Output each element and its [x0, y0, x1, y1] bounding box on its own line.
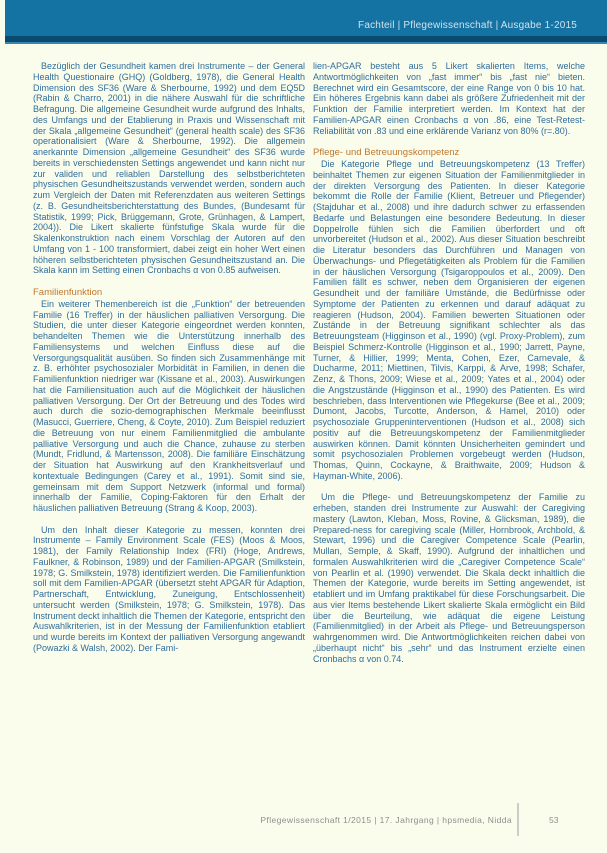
section-heading-familienfunktion: Familienfunktion [33, 286, 103, 298]
article-body [33, 61, 585, 664]
paragraph-familienfunktion: Ein weiterer Themenbereich ist die „Funktion“ der betreuenden Familie (16 Treffer) in der häuslichen palliativen Versorgung. Die Studien, die unter dieser Kategorie eingeordnet werden konnten, behandelten Themen wie die Unterstützung innerhalb des Familiensystems und welchen Einfluss diese auf die Versorgungsqualität ausüben. So finden sich Zusammenhänge mit z. B. erhöhter psychosozialer Morbidität in Familien, in denen die Familienfunktion niedriger war (Kissane et al., 2003). Auswirkungen hat die Familiensituation auch auf die Möglichkeit der häuslichen palliativen Versorgung. Der Ort der Betreuung und des Todes wird auch durch die sozio-demographischen Merkmale beeinflusst (Masucci, Guerriere, Cheng, & Coyte, 2010). Zum Beispiel reduziert die Betreuung von nur einem Familienmitglied die ambulante palliative Versorgung und auch die Chance, zuhause zu sterben (Mundt, Fridlund, & Martensson, 2008). Die familiäre Einschätzung der Situation hat Auswirkung auf den Krankheitsverlauf und kontextuale Bedingungen (Carey et al., 1991). Somit sind sie, gemeinsam mit dem Support Netzwerk (informal und formal) innerhalb der Familie, Coping-Faktoren für den Erhalt der häuslichen palliativen Betreuung (Strang & Koop, 2003). [33, 298, 305, 513]
left-column [33, 61, 305, 664]
page-footer [0, 801, 607, 841]
page-header [5, 0, 607, 36]
right-column [313, 61, 585, 664]
paragraph-familien-apgar: lien-APGAR besteht aus 5 Likert skalierten Items, welche Antwortmöglichkeiten von „fast immer“ bis „fast nie“ bieten. Berechnet wird ein Gesamtscore, der eine Range von 0 bis 10 hat. Ein höheres Ergebnis kann dabei als größere Zufriedenheit mit der Funktion der Familie interpretiert werden. Im Kontext hat der Familien-APGAR einen Cronbachs α von .86, eine Test-Retest-Reliabilität von .83 und eine erklärende Varianz von 80% (r=.80). [313, 61, 585, 136]
paragraph-instrumente-betreuungskompetenz: Um die Pflege- und Betreuungskompetenz der Familie zu erheben, standen drei Instrumente zur Auswahl: der Caregiving mastery (Lawton, Kleban, Moss, Rovine, & Glicksman, 1989), die Prepared-ness for caregiving scale (Miller, Hornbrook, Archbold, & Stewart, 1996) und die Caregiver Competence Scale (Pearlin, Mullan, Semple, & Skaff, 1990). Aufgrund der inhaltlichen und formalen Auswahlkriterien wird die „Caregiver Competence Scale“ von Pearlin et al. (1990) verwendet. Die Skala deckt inhaltlich die Themen der Kategorie, wurde bereits im Setting angewendet, ist etabliert und im Umfang praktikabel für diese Forschungsarbeit. Die aus vier Items bestehende Likert skalierte Skala ermöglicht ein Bild über die Beurteilung, wie adäquat die eigene Leistung (Familienmitglied) in der Arbeit als Pflege- und Betreuungsperson wahrgenommen wird. Die Antwortmöglichkeiten reichen dabei von „überhaupt nicht“ bis „sehr“ und das Instrument erzielte einen Cronbachs α von 0.74. [313, 492, 585, 664]
paragraph-instrumente-familienfunktion: Um den Inhalt dieser Kategorie zu messen, konnten drei Instrumente – Family Environment Scale (FES) (Moos & Moos, 1981), der Family Relationship Index (FRI) (Hoge, Andrews, Faulkner, & Robinson, 1989) und der Familien-APGAR (Smilkstein, 1978; G. Smilkstein, 1978) identifiziert werden. Die Familienfunktion soll mit dem Familien-APGAR (übersetzt steht APGAR für Adaption, Partnerschaft, Entwicklung, Zuneigung, Entschlossenheit) untersucht werden (Smilkstein, 1978; G. Smilkstein, 1978). Das Instrument deckt inhaltlich die Themen der Kategorie, entspricht den Auswahlkriterien, ist in der Messung der Familienfunktion etabliert und wurde bereits im Kontext der palliativen Versorgung angewandt (Powazki & Walsh, 2002). Der Fami- [33, 524, 305, 653]
page-number: 53 [549, 815, 559, 825]
footer-divider-line [517, 803, 519, 836]
footer-journal-info: Pflegewissenschaft 1/2015 | 17. Jahrgang | hpsmedia, Nidda [260, 815, 512, 825]
section-heading-betreuungskompetenz: Pflege- und Betreuungskompetenz [313, 147, 460, 158]
header-running-title: Fachteil | Pflegewissenschaft | Ausgabe 1-2015 [358, 20, 577, 31]
header-accent-line [5, 42, 607, 44]
paragraph-betreuungskompetenz: Die Kategorie Pflege und Betreuungskompetenz (13 Treffer) beinhaltet Themen zur eigenen Situation der Familienmitglieder in der direkten Versorgung des Patienten. In dieser Kategorie bekommt die Rolle der Familie (Klient, Betreuer und Pflegender) (Stajduhar et al., 2008) und ihre dadurch schwer zu erfassenden Bedarfe und Belastungen eine besondere Bedeutung. In dieser Doppelrolle fühlen sich die Familien überfordert und oft unvorbereitet (Hudson et al., 2002). Aus dieser Situation beschreibt die Literatur besonders das Durchführen und Managen von Überwachungs- und Pflegetätigkeiten als Problem für die Familien in der häuslichen Versorgung (Tsigaroppoulos et al., 2009). Den Familien fällt es schwer, neben dem Organisieren der eigenen Gesundheit und der familiäre Umstände, die Bedürfnisse oder Symptome der Patienten zu erkennen und darauf adäquat zu reagieren (Hudson, 2004). Familien bewerten Situationen oder Zustände in der Betreuung signifikant schlechter als das Betreuungsteam (Higginson et al., 1990) (vgl. Proxy-Problem), zum Beispiel Schmerz-Kontrolle (Higginson et al., 1990; Jarrett, Payne, Turner, & Hillier, 1999; Menta, Cohen, Ezer, Carnevale, & Ducharme, 2011; Miettinen, Tilvis, Karppi, & Arve, 1998; Schafer, Zenz, & Thons, 2009; Wiese et al., 2009; Yates et al., 2004) oder die Angstzustände (Higginson et al., 1990) des Patienten. Es wird beschrieben, dass Interventionen wie Pflegekurse (Bee et al., 2009; Dumont, Jacobs, Turcotte, Anderson, & Hamel, 2010) oder psychosoziale Gruppeninterventionen (Hudson et al., 2008) sich positiv auf die Betreuungskompetenz der Familienmitglieder auswirken können. Damit könnten Unsicherheiten gemindert und somit psychosozialen Problemen vorgebeugt werden (Hudson, Thomas, Quinn, Cockayne, & Braithwaite, 2009; Hudson & Hayman-White, 2006). [313, 159, 585, 481]
paragraph-gesundheit: Bezüglich der Gesundheit kamen drei Instrumente – der General Health Questionaire (GHQ) (Goldberg, 1978), die General Health Dimension des SF36 (Ware & Sherbourne, 1992) und dem EQ5D (Rabin & Charro, 2001) in die nähere Auswahl für die schriftliche Befragung. Die allgemeine Gesundheit wurde aufgrund des Inhalts, des Umfangs und der Etablierung in Praxis und Wissenschaft mit der Skala „allgemeine Gesundheit“ (general health scale) des SF36 operationalisiert (Ware & Sherbourne, 1992). Die allgemein anerkannte Dimension „allgemeine Gesundheit“ des SF36 wurde bereits in verschiedensten Settings angewendet und kann nicht nur zur validen und reliablen Darstellung des selbstberichteten physischen Gesundheitszustands verwendet werden, sondern auch zum Vergleich der Daten mit Referenzdaten aus weiteren Settings (z. B. Gesundheitsberichterstattung des Bundes, (Bundesamt für Statistik, 1999; Pick, Brüggemann, Grote, Grünhagen, & Lampert, 2004)). Die Likert skalierte fünfstufige Skala wurde für die Skalenkonstruktion nach einem Vorschlag der Autoren auf den Umfang von 1 - 100 transformiert, dabei zeigt ein hoher Wert einen höheren selbstberichteten physischen Gesundheitszustand an. Die Skala kann im Setting einen Cronbachs α von 0.85 aufweisen. [33, 61, 305, 276]
